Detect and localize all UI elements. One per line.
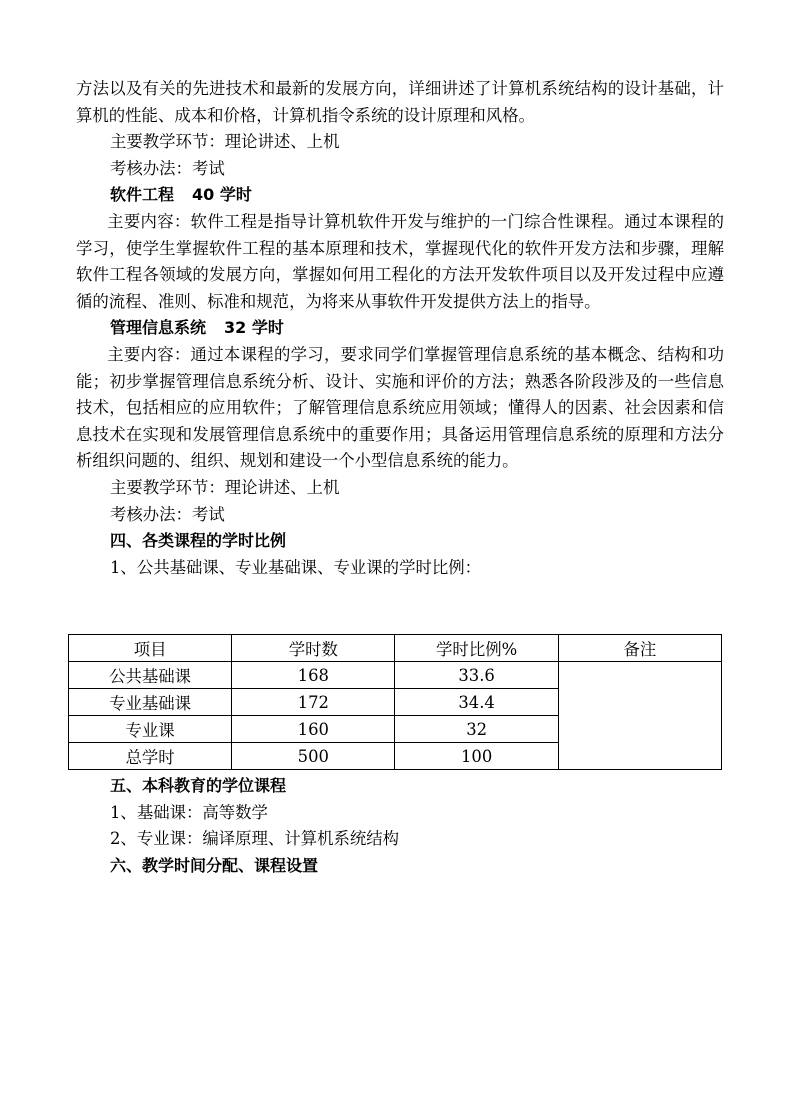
exam-method-3: 考核办法：考试	[110, 504, 225, 524]
section-4-subheading: 1、公共基础课、专业基础课、专业课的学时比例：	[110, 557, 482, 577]
paragraph-mis: 主要内容：通过本课程的学习，要求同学们掌握管理信息系统的基本概念、结构和功能；初步掌握管理信息系统分析、设计、实施和评价的方法；熟悉各阶段涉及的一些信息技术，包括相应的应用软件；了解管理信息系统应用领域；懂得人的因素、社会因素和信息技术在实现和发展管理信息系统中的重要作用；具备运用管理信息系统的原理和方法分析组织问题的、组织、规划和建设一个小型信息系统的能力。	[76, 344, 724, 471]
section-5-item-2: 2、专业课：编译原理、计算机系统结构	[110, 829, 400, 849]
course-title: 软件工程	[110, 185, 175, 205]
remarks-cell	[558, 662, 721, 770]
table-row	[69, 662, 722, 689]
table-header-cell: 学时数	[232, 635, 395, 662]
paragraph-software-engineering: 主要内容：软件工程是指导计算机软件开发与维护的一门综合性课程。通过本课程的学习，使学生掌握软件工程的基本原理和技术，掌握现代化的软件开发方法和步骤，理解软件工程各领域的发展方向，掌握如何用工程化的方法开发软件项目以及开发过程中应遵循的流程、准则、标准和规范，为将来从事软件开发提供方法上的指导。	[76, 211, 724, 311]
table-header-cell: 项目	[69, 635, 232, 662]
section-5-item-1: 1、基础课：高等数学	[110, 802, 268, 822]
table-cell: 168	[232, 662, 395, 689]
table-cell: 专业基础课	[69, 689, 232, 716]
table-cell: 专业课	[69, 716, 232, 743]
table-cell: 33.6	[395, 662, 558, 689]
table-cell: 172	[232, 689, 395, 716]
paragraph-architecture-cont: 方法以及有关的先进技术和最新的发展方向，详细讲述了计算机系统结构的设计基础，计算机的性能、成本和价格，计算机指令系统的设计原理和风格。	[76, 79, 724, 125]
teaching-method-3: 主要教学环节：理论讲述、上机	[110, 477, 340, 497]
table-cell: 100	[395, 743, 558, 770]
section-heading-5: 五、本科教育的学位课程	[110, 776, 287, 795]
teaching-method-1: 主要教学环节：理论讲述、上机	[110, 132, 340, 152]
course-heading-software-engineering	[76, 182, 724, 209]
document-body	[76, 76, 724, 581]
course-title: 管理信息系统	[110, 318, 207, 338]
table-cell: 160	[232, 716, 395, 743]
table-header-row	[69, 635, 722, 662]
course-hours: 32 学时	[224, 318, 284, 338]
table-cell: 34.4	[395, 689, 558, 716]
exam-method-1: 考核办法：考试	[110, 158, 225, 178]
course-hours: 40 学时	[192, 185, 252, 205]
table-cell: 公共基础课	[69, 662, 232, 689]
course-heading-mis	[76, 315, 724, 342]
document-body-continued	[76, 773, 724, 879]
table-cell: 总学时	[69, 743, 232, 770]
section-heading-6: 六、教学时间分配、课程设置	[110, 855, 319, 875]
table-cell: 500	[232, 743, 395, 770]
section-heading-4: 四、各类课程的学时比例	[110, 531, 287, 551]
table-cell: 32	[395, 716, 558, 743]
table-header-cell: 学时比例%	[395, 635, 558, 662]
table-header-cell: 备注	[558, 635, 721, 662]
hours-ratio-table	[68, 634, 722, 770]
